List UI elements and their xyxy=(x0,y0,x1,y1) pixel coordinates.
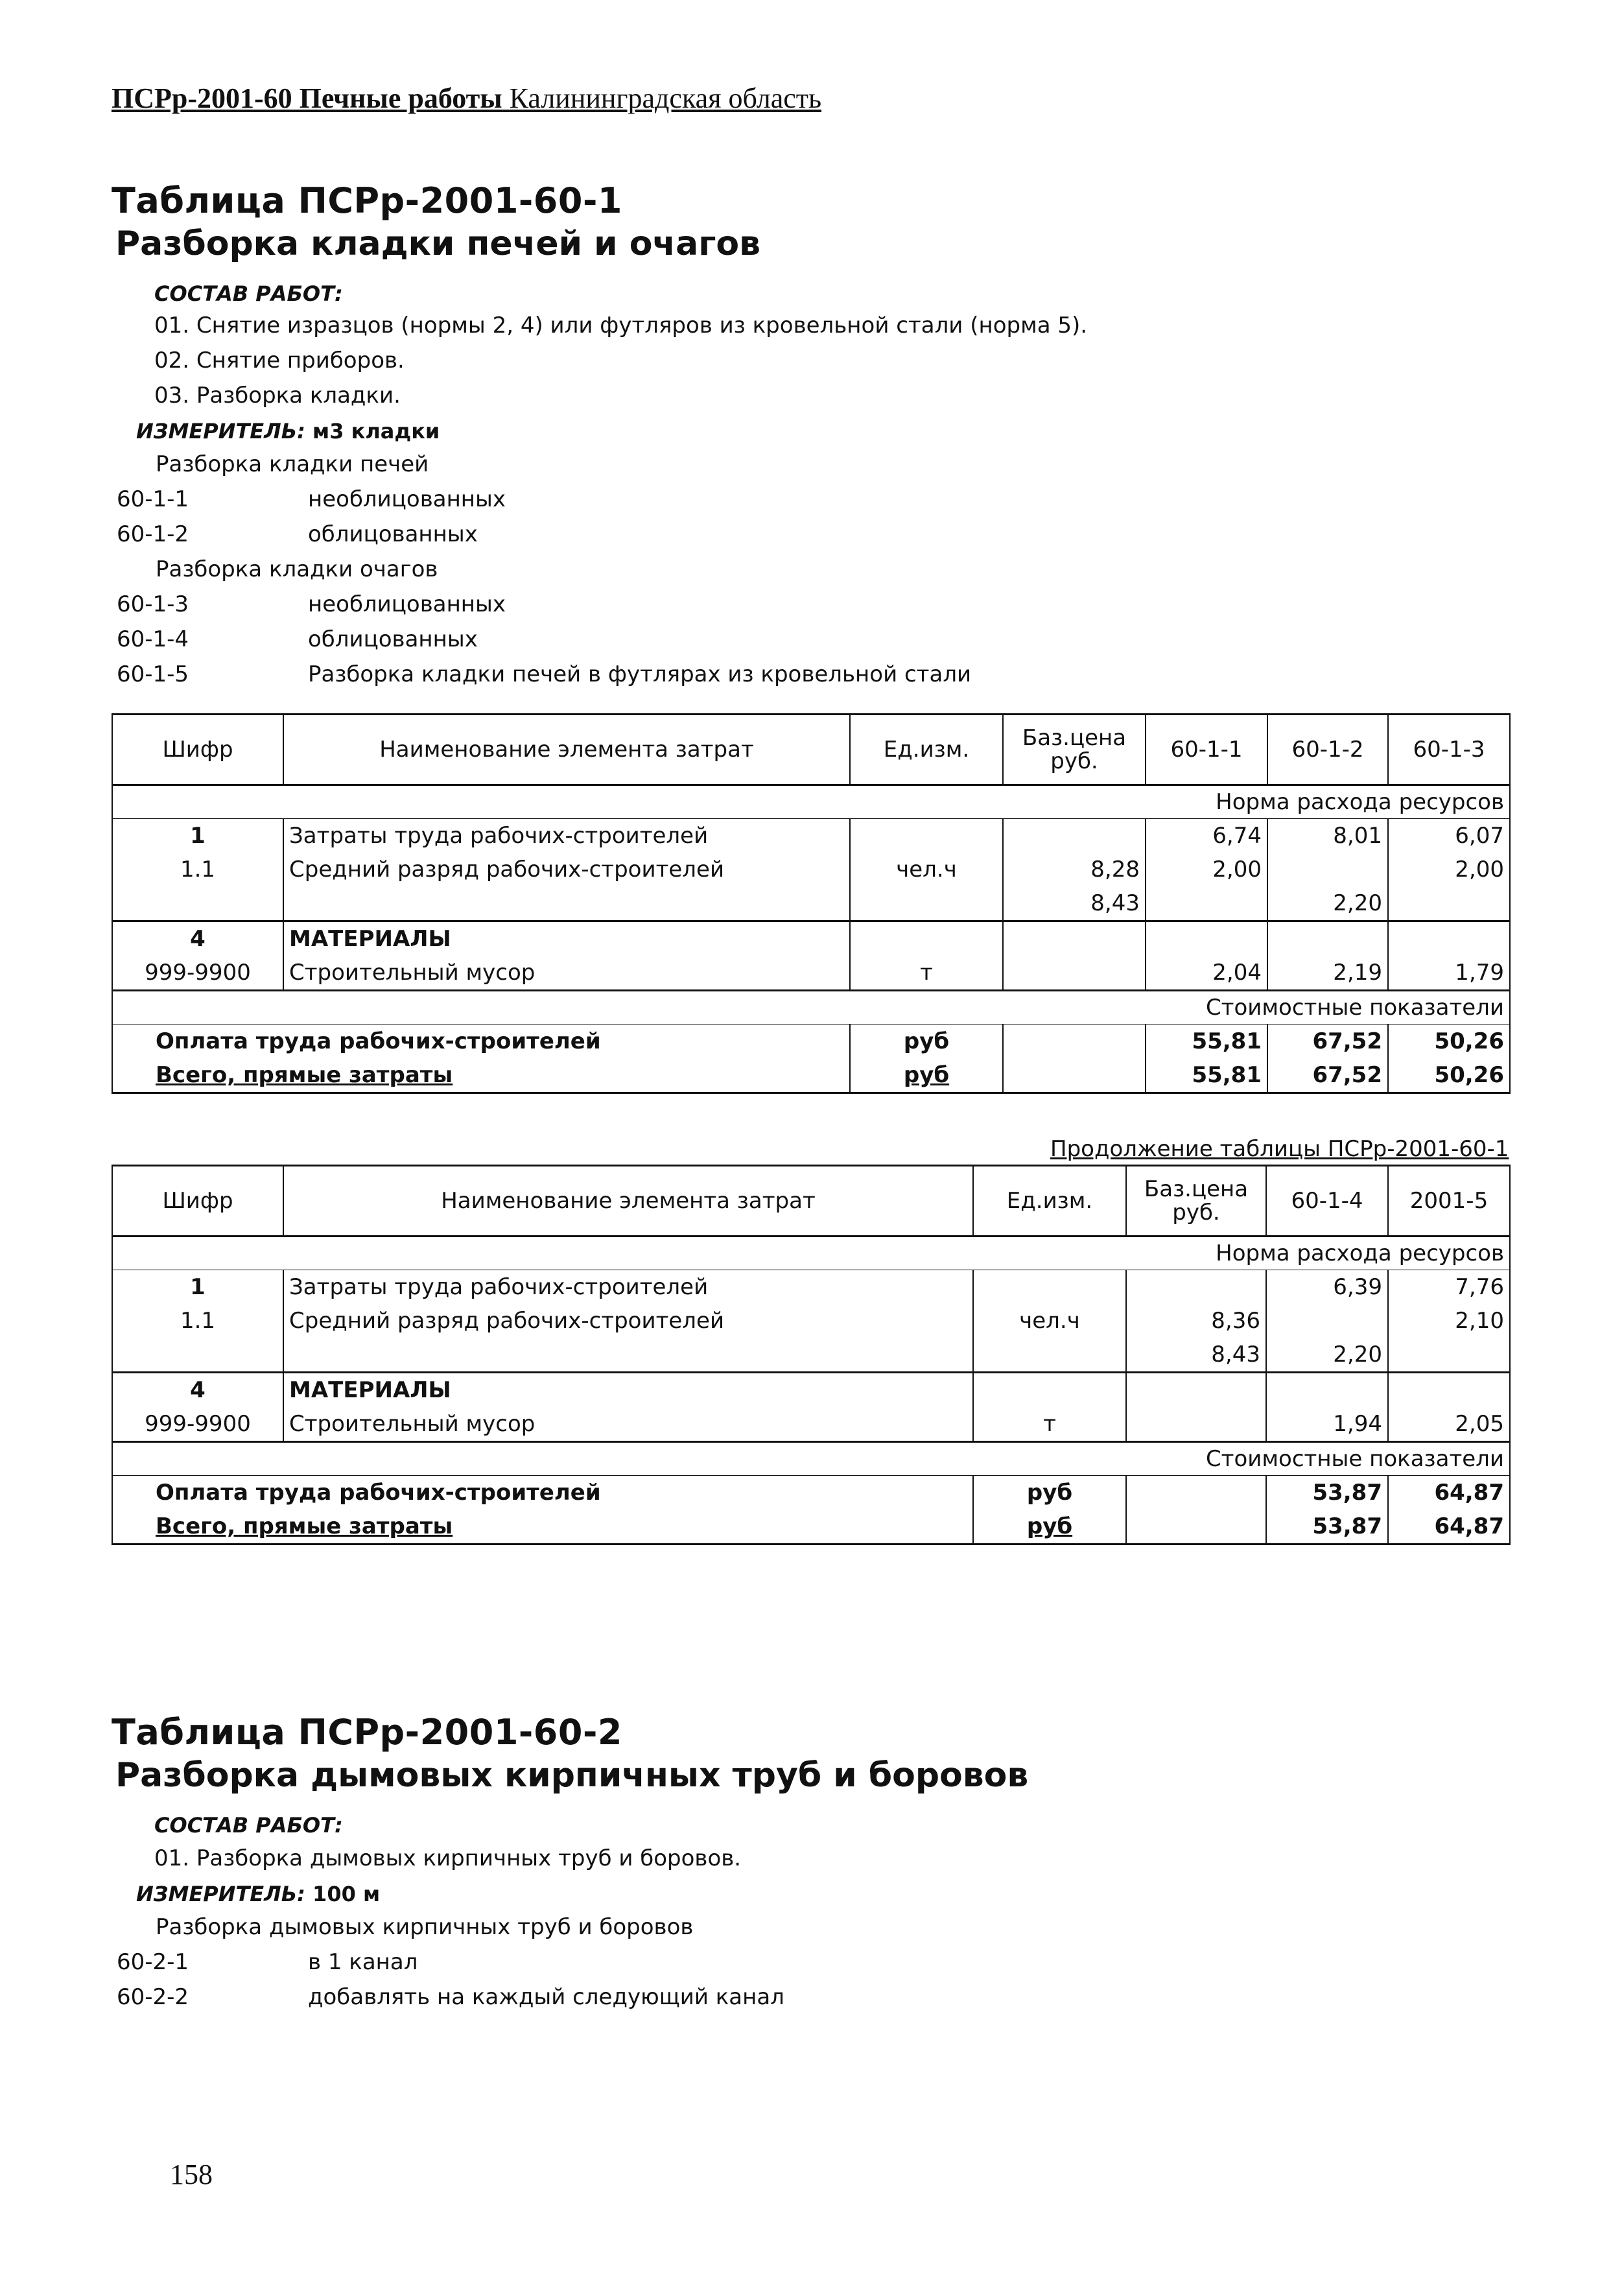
table1-group-heading: Разборка кладки печей xyxy=(156,451,429,477)
row-unit: руб xyxy=(850,1058,1003,1093)
table-header-row xyxy=(112,1166,1510,1237)
row-value xyxy=(1388,886,1510,921)
row-value: 2,05 xyxy=(1388,1407,1510,1442)
table-row xyxy=(112,921,1510,956)
table1-work-item: 02. Снятие приборов. xyxy=(154,348,405,373)
col-norm-header: 60-1-3 xyxy=(1388,715,1510,785)
row-price xyxy=(1003,819,1146,853)
running-header xyxy=(112,82,821,115)
col-unit-header: Ед.изм. xyxy=(850,715,1003,785)
row-unit: т xyxy=(973,1407,1126,1442)
row-value: 2,00 xyxy=(1388,853,1510,886)
col-name-header: Наименование элемента затрат xyxy=(283,715,850,785)
row-value: 1,79 xyxy=(1388,956,1510,991)
table-row xyxy=(112,819,1510,853)
table-header-row xyxy=(112,715,1510,785)
total-label: Всего, прямые затраты xyxy=(112,1510,973,1545)
row-value: 55,81 xyxy=(1146,1024,1267,1059)
norm-code: 60-1-2 xyxy=(117,521,189,547)
row-value: 2,04 xyxy=(1146,956,1267,991)
norm-code: 60-2-1 xyxy=(117,1949,189,1975)
row-code: 999-9900 xyxy=(112,956,283,991)
row-code: 1 xyxy=(112,819,283,853)
col-unit-header: Ед.изм. xyxy=(973,1166,1126,1237)
row-value: 53,87 xyxy=(1266,1476,1388,1510)
col-norm-header: 60-1-4 xyxy=(1266,1166,1388,1237)
row-code: 4 xyxy=(112,921,283,956)
table-row xyxy=(112,1476,1510,1510)
row-code: 999-9900 xyxy=(112,1407,283,1442)
meter-value: 100 м xyxy=(312,1882,381,1906)
continuation-caption: Продолжение таблицы ПСРр-2001-60-1 xyxy=(1050,1136,1509,1162)
row-code: 1.1 xyxy=(112,1304,283,1338)
row-price: 8,43 xyxy=(1003,886,1146,921)
row-value xyxy=(1266,1304,1388,1338)
row-value: 6,39 xyxy=(1266,1270,1388,1305)
norm-code: 60-1-1 xyxy=(117,486,189,512)
row-name: МАТЕРИАЛЫ xyxy=(283,1373,973,1408)
col-price-header xyxy=(1126,1166,1266,1237)
norm-name: облицованных xyxy=(308,521,478,547)
price-header-line: руб. xyxy=(1050,748,1098,774)
table2-work-label: СОСТАВ РАБОТ: xyxy=(154,1813,343,1838)
norm-name: необлицованных xyxy=(308,591,506,617)
row-value: 53,87 xyxy=(1266,1510,1388,1545)
row-code: 1 xyxy=(112,1270,283,1305)
table1-subtitle: Разборка кладки печей и очагов xyxy=(115,224,761,263)
row-name: Средний разряд рабочих-строителей xyxy=(283,1304,973,1338)
row-value xyxy=(1267,853,1388,886)
table-row xyxy=(112,1304,1510,1338)
row-price xyxy=(1126,1270,1266,1305)
table2-work-item: 01. Разборка дымовых кирпичных труб и боровов. xyxy=(154,1845,742,1871)
row-value xyxy=(1146,886,1267,921)
table1-work-label: СОСТАВ РАБОТ: xyxy=(154,281,343,306)
norm-name: облицованных xyxy=(308,626,478,652)
norm-name: добавлять на каждый следующий канал xyxy=(308,1984,784,2010)
col-norm-header: 2001-5 xyxy=(1388,1166,1510,1237)
row-unit: руб xyxy=(850,1024,1003,1059)
row-code: 1.1 xyxy=(112,853,283,886)
row-value: 7,76 xyxy=(1388,1270,1510,1305)
row-name: Строительный мусор xyxy=(283,1407,973,1442)
meter-label: ИЗМЕРИТЕЛЬ: xyxy=(136,1882,305,1906)
row-unit: чел.ч xyxy=(850,853,1003,886)
table2-title: Таблица ПСРр-2001-60-2 xyxy=(112,1712,622,1753)
row-value: 2,20 xyxy=(1266,1338,1388,1373)
row-value: 1,94 xyxy=(1266,1407,1388,1442)
header-region: Калининградская область xyxy=(509,82,822,114)
row-unit xyxy=(973,1270,1126,1305)
table1-group-heading: Разборка кладки очагов xyxy=(156,556,438,582)
row-unit: т xyxy=(850,956,1003,991)
table1-meter xyxy=(136,419,440,444)
col-code-header: Шифр xyxy=(112,1166,283,1237)
row-value: 2,00 xyxy=(1146,853,1267,886)
col-norm-header: 60-1-1 xyxy=(1146,715,1267,785)
row-value: 6,74 xyxy=(1146,819,1267,853)
col-norm-header: 60-1-2 xyxy=(1267,715,1388,785)
norm-code: 60-1-5 xyxy=(117,661,189,687)
row-name: МАТЕРИАЛЫ xyxy=(283,921,850,956)
norm-band-label: Норма расхода ресурсов xyxy=(112,1237,1510,1270)
row-price: 8,36 xyxy=(1126,1304,1266,1338)
resource-table-1 xyxy=(112,713,1511,1094)
table-row xyxy=(112,956,1510,991)
table-row xyxy=(112,1338,1510,1373)
row-price: 8,28 xyxy=(1003,853,1146,886)
cost-band-label: Стоимостные показатели xyxy=(112,1442,1510,1476)
table2-subtitle: Разборка дымовых кирпичных труб и боровов xyxy=(115,1756,1029,1795)
row-price xyxy=(1003,956,1146,991)
row-value: 2,20 xyxy=(1267,886,1388,921)
norm-code: 60-1-3 xyxy=(117,591,189,617)
page-number: 158 xyxy=(170,2159,213,2190)
table-row xyxy=(112,1407,1510,1442)
norm-name: необлицованных xyxy=(308,486,506,512)
table1-title: Таблица ПСРр-2001-60-1 xyxy=(112,180,622,221)
table1-work-item: 01. Снятие изразцов (нормы 2, 4) или футляров из кровельной стали (норма 5). xyxy=(154,313,1088,338)
row-value: 2,19 xyxy=(1267,956,1388,991)
row-value: 50,26 xyxy=(1388,1024,1510,1059)
table-row xyxy=(112,1270,1510,1305)
table-row xyxy=(112,886,1510,921)
norm-name: Разборка кладки печей в футлярах из кровельной стали xyxy=(308,661,972,687)
price-header-line: Баз.цена xyxy=(1144,1176,1249,1202)
row-value: 2,10 xyxy=(1388,1304,1510,1338)
table1-work-item: 03. Разборка кладки. xyxy=(154,383,401,408)
row-value: 67,52 xyxy=(1267,1058,1388,1093)
cost-band-label: Стоимостные показатели xyxy=(112,991,1510,1024)
row-value: 8,01 xyxy=(1267,819,1388,853)
pay-label: Оплата труда рабочих-строителей xyxy=(112,1476,973,1510)
row-name: Затраты труда рабочих-строителей xyxy=(283,819,850,853)
meter-value: м3 кладки xyxy=(312,419,440,444)
norm-name: в 1 канал xyxy=(308,1949,418,1975)
row-code: 4 xyxy=(112,1373,283,1408)
row-unit: чел.ч xyxy=(973,1304,1126,1338)
table-row xyxy=(112,1510,1510,1545)
table-row xyxy=(112,853,1510,886)
table2-group-heading: Разборка дымовых кирпичных труб и боровов xyxy=(156,1914,694,1940)
header-code: ПСРр-2001-60 Печные работы xyxy=(112,82,502,114)
norm-code: 60-1-4 xyxy=(117,626,189,652)
row-name: Средний разряд рабочих-строителей xyxy=(283,853,850,886)
table-row xyxy=(112,1058,1510,1093)
row-value: 64,87 xyxy=(1388,1510,1510,1545)
row-value xyxy=(1388,1338,1510,1373)
col-code-header: Шифр xyxy=(112,715,283,785)
price-header-line: Баз.цена xyxy=(1022,725,1127,751)
resource-table-2 xyxy=(112,1165,1511,1545)
price-header-line: руб. xyxy=(1172,1200,1220,1225)
row-unit: руб xyxy=(973,1510,1126,1545)
row-name: Затраты труда рабочих-строителей xyxy=(283,1270,973,1305)
table-row xyxy=(112,1373,1510,1408)
pay-label: Оплата труда рабочих-строителей xyxy=(112,1024,850,1059)
row-value: 67,52 xyxy=(1267,1024,1388,1059)
row-value: 50,26 xyxy=(1388,1058,1510,1093)
row-value: 64,87 xyxy=(1388,1476,1510,1510)
total-label: Всего, прямые затраты xyxy=(112,1058,850,1093)
row-unit xyxy=(850,819,1003,853)
col-name-header: Наименование элемента затрат xyxy=(283,1166,973,1237)
norm-band-label: Норма расхода ресурсов xyxy=(112,785,1510,819)
norm-code: 60-2-2 xyxy=(117,1984,189,2010)
row-price xyxy=(1126,1407,1266,1442)
row-unit: руб xyxy=(973,1476,1126,1510)
table2-meter xyxy=(136,1882,380,1906)
row-value: 6,07 xyxy=(1388,819,1510,853)
col-price-header xyxy=(1003,715,1146,785)
row-price: 8,43 xyxy=(1126,1338,1266,1373)
row-name: Строительный мусор xyxy=(283,956,850,991)
table-row xyxy=(112,1024,1510,1059)
meter-label: ИЗМЕРИТЕЛЬ: xyxy=(136,419,305,444)
row-value: 55,81 xyxy=(1146,1058,1267,1093)
